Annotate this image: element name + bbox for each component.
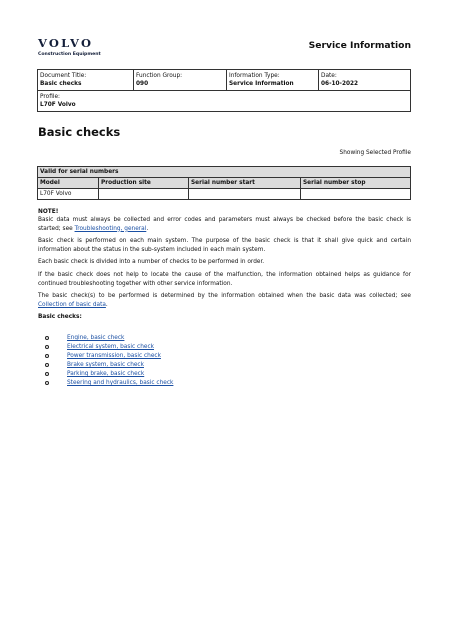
- note-paragraph: [38, 216, 411, 233]
- page-title: Basic checks: [38, 125, 121, 139]
- column-header: Serial number start: [189, 178, 301, 189]
- serial-numbers-table: [37, 166, 411, 200]
- basic-checks-list: [38, 334, 411, 388]
- circle-bullet-icon: [45, 363, 49, 367]
- logo-wordmark: VOLVO: [38, 36, 94, 50]
- meta-cell-information-type: [226, 70, 318, 90]
- troubleshooting-general-link[interactable]: Troubleshooting, general: [74, 225, 147, 232]
- paragraph-end: .: [105, 301, 108, 308]
- table-row: [38, 189, 411, 200]
- circle-bullet-icon: [45, 372, 49, 376]
- meta-value: 06-10-2022: [321, 81, 359, 87]
- table-cell: [301, 189, 411, 200]
- list-item: [38, 352, 411, 361]
- collection-of-basic-data-link[interactable]: Collection of basic data: [38, 301, 106, 308]
- note-title: NOTE!: [38, 209, 59, 215]
- meta-label: Function Group:: [136, 73, 183, 79]
- paragraph: Each basic check is divided into a number of checks to be performed in order.: [38, 259, 265, 266]
- meta-cell-document-title: [38, 70, 133, 90]
- table-row: [38, 178, 411, 189]
- table-cell: L70F Volvo: [38, 189, 99, 200]
- paragraph: [38, 292, 411, 309]
- paragraph: Basic check is performed on each main system. The purpose of the basic check is that it shall give quick and certain information about the status in the sub-system included in each main system.: [38, 238, 411, 253]
- power-transmission-basic-check-link[interactable]: Power transmission, basic check: [67, 353, 161, 360]
- meta-cell-date: [318, 70, 410, 90]
- profile-note: Showing Selected Profile: [339, 150, 411, 156]
- circle-bullet-icon: [45, 336, 49, 340]
- circle-bullet-icon: [45, 381, 49, 385]
- meta-value: Service Information: [229, 81, 294, 87]
- meta-value: L70F Volvo: [40, 102, 76, 108]
- parking-brake-basic-check-link[interactable]: Parking brake, basic check: [67, 371, 145, 378]
- meta-cell-profile: [38, 91, 410, 111]
- meta-row: [38, 70, 410, 90]
- column-header: Production site: [99, 178, 189, 189]
- valid-serials-header: Valid for serial numbers: [38, 167, 411, 178]
- service-information-heading: Service Information: [308, 40, 411, 51]
- circle-bullet-icon: [45, 354, 49, 358]
- steering-hydraulics-basic-check-link[interactable]: Steering and hydraulics, basic check: [67, 380, 174, 387]
- meta-label: Profile:: [40, 94, 60, 100]
- list-item: [38, 379, 411, 388]
- note-text: Basic data must always be collected and error codes and parameters must always be checked before the basic check is started; see: [38, 217, 411, 232]
- table-cell: [99, 189, 189, 200]
- note-end: .: [146, 225, 149, 232]
- meta-label: Document Title:: [40, 73, 87, 79]
- meta-label: Date:: [321, 73, 337, 79]
- electrical-system-basic-check-link[interactable]: Electrical system, basic check: [67, 344, 154, 351]
- table-row: [38, 167, 411, 178]
- brake-system-basic-check-link[interactable]: Brake system, basic check: [67, 362, 144, 369]
- meta-row: [38, 90, 410, 111]
- list-item: [38, 343, 411, 352]
- meta-value: 090: [136, 81, 149, 87]
- document-body: [38, 208, 411, 388]
- circle-bullet-icon: [45, 345, 49, 349]
- list-item: [38, 361, 411, 370]
- engine-basic-check-link[interactable]: Engine, basic check: [67, 335, 125, 342]
- list-item: [38, 370, 411, 379]
- list-item: [38, 334, 411, 343]
- meta-label: Information Type:: [229, 73, 280, 79]
- basic-checks-list-title: Basic checks:: [38, 314, 82, 321]
- column-header: Model: [38, 178, 99, 189]
- meta-cell-function-group: [133, 70, 226, 90]
- document-meta-table: [37, 69, 411, 112]
- meta-value: Basic checks: [40, 81, 82, 87]
- paragraph-text: The basic check(s) to be performed is determined by the information obtained when the basic data was collected; see: [38, 293, 411, 300]
- column-header: Serial number stop: [301, 178, 411, 189]
- paragraph: If the basic check does not help to locate the cause of the malfunction, the information obtained helps as guidance for continued troubleshooting together with other service information.: [38, 272, 411, 287]
- volvo-logo: [38, 37, 101, 58]
- logo-subtitle: Construction Equipment: [38, 52, 101, 57]
- table-cell: [189, 189, 301, 200]
